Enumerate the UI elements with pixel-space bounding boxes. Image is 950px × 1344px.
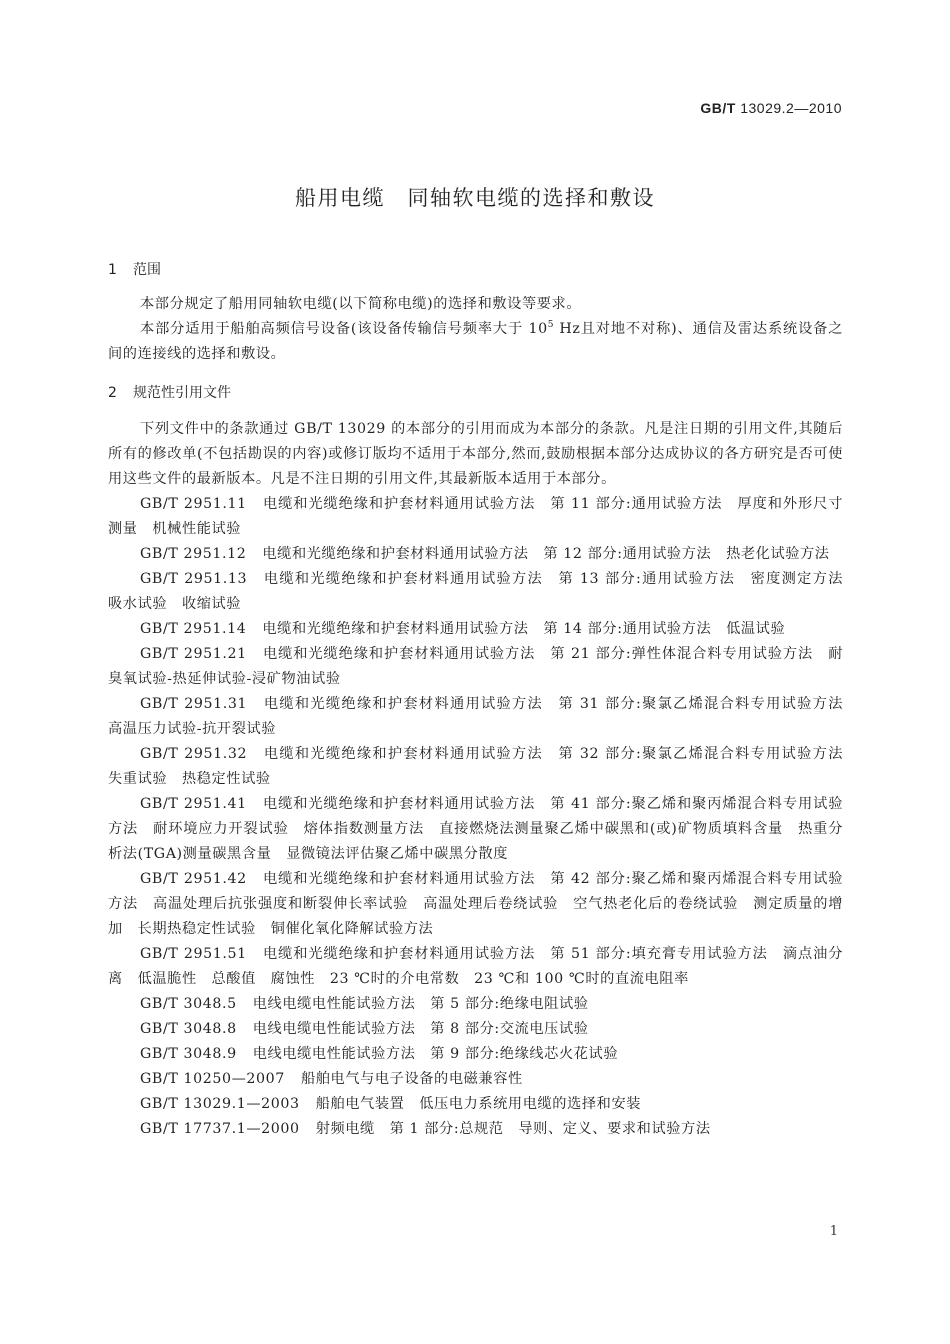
reference-code: GB/T 3048.5 (140, 996, 237, 1012)
reference-item (108, 642, 843, 692)
reference-code: GB/T 2951.41 (140, 796, 247, 812)
reference-code: GB/T 2951.12 (140, 546, 247, 562)
section-2-heading (108, 381, 843, 405)
reference-code: GB/T 2951.14 (140, 621, 247, 637)
reference-title: 电缆和光缆绝缘和护套材料通用试验方法 第 31 部分:聚氯乙烯混合料专用试验方法 高温压力试验-抗开裂试验 (108, 696, 858, 737)
reference-code: GB/T 17737.1—2000 (140, 1121, 300, 1137)
reference-item (108, 992, 843, 1017)
reference-item (108, 742, 858, 792)
reference-item (108, 1042, 843, 1067)
reference-item (108, 1092, 843, 1117)
reference-title: 电缆和光缆绝缘和护套材料通用试验方法 第 51 部分:填充膏专用试验方法 滴点油分离 低温脆性 总酸值 腐蚀性 23 ℃时的介电常数 23 ℃和 100 ℃时的直流电阻率 (108, 946, 843, 987)
references-intro: 下列文件中的条款通过 GB/T 13029 的本部分的引用而成为本部分的条款。凡是注日期的引用文件,其随后所有的修改单(不包括勘误的内容)或修订版均不适用于本部分,然而,鼓励根据本部分达成协议的各方研究是否可使用这些文件的最新版本。凡是不注日期的引用文件,其最新版本适用于本部分。 (108, 421, 843, 487)
reference-code: GB/T 13029.1—2003 (140, 1096, 300, 1112)
reference-code: GB/T 2951.11 (140, 496, 247, 512)
page-number: 1 (829, 1224, 838, 1239)
scope-paragraph-2 (108, 317, 843, 367)
reference-item (108, 567, 858, 617)
reference-item (108, 942, 843, 992)
reference-title: 电缆和光缆绝缘和护套材料通用试验方法 第 13 部分:通用试验方法 密度测定方法 吸水试验 收缩试验 (108, 571, 858, 612)
reference-title: 电线电缆电性能试验方法 第 5 部分:绝缘电阻试验 (252, 996, 589, 1012)
document-title: 船用电缆 同轴软电缆的选择和敷设 (295, 186, 655, 210)
reference-title: 电缆和光缆绝缘和护套材料通用试验方法 第 41 部分:聚乙烯和聚丙烯混合料专用试验方法 耐环境应力开裂试验 熔体指数测量方法 直接燃烧法测量聚乙烯中碳黑和(或)矿物质填料含量 热重分析法(TGA)测量碳黑含量 显微镜法评估聚乙烯中碳黑分散度 (108, 796, 843, 862)
reference-title: 电缆和光缆绝缘和护套材料通用试验方法 第 21 部分:弹性体混合料专用试验方法 耐臭氧试验-热延伸试验-浸矿物油试验 (108, 646, 843, 687)
frequency-exponent: 5 (547, 320, 555, 330)
scope-p2-before: 本部分适用于船舶高频信号设备(该设备传输信号频率大于 10 (140, 321, 548, 337)
reference-item (108, 1067, 843, 1092)
reference-item (108, 617, 843, 642)
standard-code-number: 13029.2—2010 (740, 100, 842, 116)
standard-code (700, 100, 842, 116)
reference-item (108, 1117, 843, 1142)
reference-code: GB/T 2951.21 (140, 646, 247, 662)
reference-code: GB/T 2951.13 (140, 571, 248, 587)
section-1-title: 范围 (133, 262, 161, 278)
section-2-number: 2 (108, 385, 117, 401)
reference-title: 电线电缆电性能试验方法 第 9 部分:绝缘线芯火花试验 (252, 1046, 619, 1062)
reference-code: GB/T 2951.42 (140, 871, 247, 887)
reference-title: 船舶电气与电子设备的电磁兼容性 (300, 1071, 523, 1087)
section-1-number: 1 (108, 262, 117, 278)
reference-item (108, 1017, 843, 1042)
reference-code: GB/T 2951.51 (140, 946, 247, 962)
reference-code: GB/T 10250—2007 (140, 1071, 285, 1087)
reference-title: 电缆和光缆绝缘和护套材料通用试验方法 第 14 部分:通用试验方法 低温试验 (262, 621, 786, 637)
reference-title: 射频电缆 第 1 部分:总规范 导则、定义、要求和试验方法 (315, 1121, 711, 1137)
reference-code: GB/T 2951.31 (140, 696, 248, 712)
section-1-heading (108, 258, 843, 282)
document-body (108, 258, 858, 1142)
reference-code: GB/T 3048.8 (140, 1021, 237, 1037)
reference-title: 电缆和光缆绝缘和护套材料通用试验方法 第 42 部分:聚乙烯和聚丙烯混合料专用试验方法 高温处理后抗张强度和断裂伸长率试验 高温处理后卷绕试验 空气热老化后的卷绕试验 测定质量的增加 长期热稳定性试验 铜催化氧化降解试验方法 (108, 871, 843, 937)
reference-item (108, 867, 843, 942)
reference-item (108, 792, 843, 867)
section-2-title: 规范性引用文件 (133, 385, 231, 401)
scope-paragraph-1: 本部分规定了船用同轴软电缆(以下简称电缆)的选择和敷设等要求。 (140, 296, 582, 312)
reference-code: GB/T 2951.32 (140, 746, 248, 762)
reference-item (108, 542, 843, 567)
reference-item (108, 692, 858, 742)
reference-item (108, 492, 843, 542)
reference-title: 电缆和光缆绝缘和护套材料通用试验方法 第 11 部分:通用试验方法 厚度和外形尺寸测量 机械性能试验 (108, 496, 843, 537)
standard-code-prefix: GB/T (700, 100, 736, 116)
scope-p2-after: Hz且对地不对称)、通信及雷达系统设备之间的连接线的选择和敷设。 (108, 321, 843, 362)
reference-list (108, 492, 858, 1142)
reference-title: 电缆和光缆绝缘和护套材料通用试验方法 第 32 部分:聚氯乙烯混合料专用试验方法 失重试验 热稳定性试验 (108, 746, 858, 787)
reference-title: 船舶电气装置 低压电力系统用电缆的选择和安装 (315, 1096, 642, 1112)
reference-code: GB/T 3048.9 (140, 1046, 237, 1062)
reference-title: 电缆和光缆绝缘和护套材料通用试验方法 第 12 部分:通用试验方法 热老化试验方法 (262, 546, 830, 562)
reference-title: 电线电缆电性能试验方法 第 8 部分:交流电压试验 (252, 1021, 589, 1037)
